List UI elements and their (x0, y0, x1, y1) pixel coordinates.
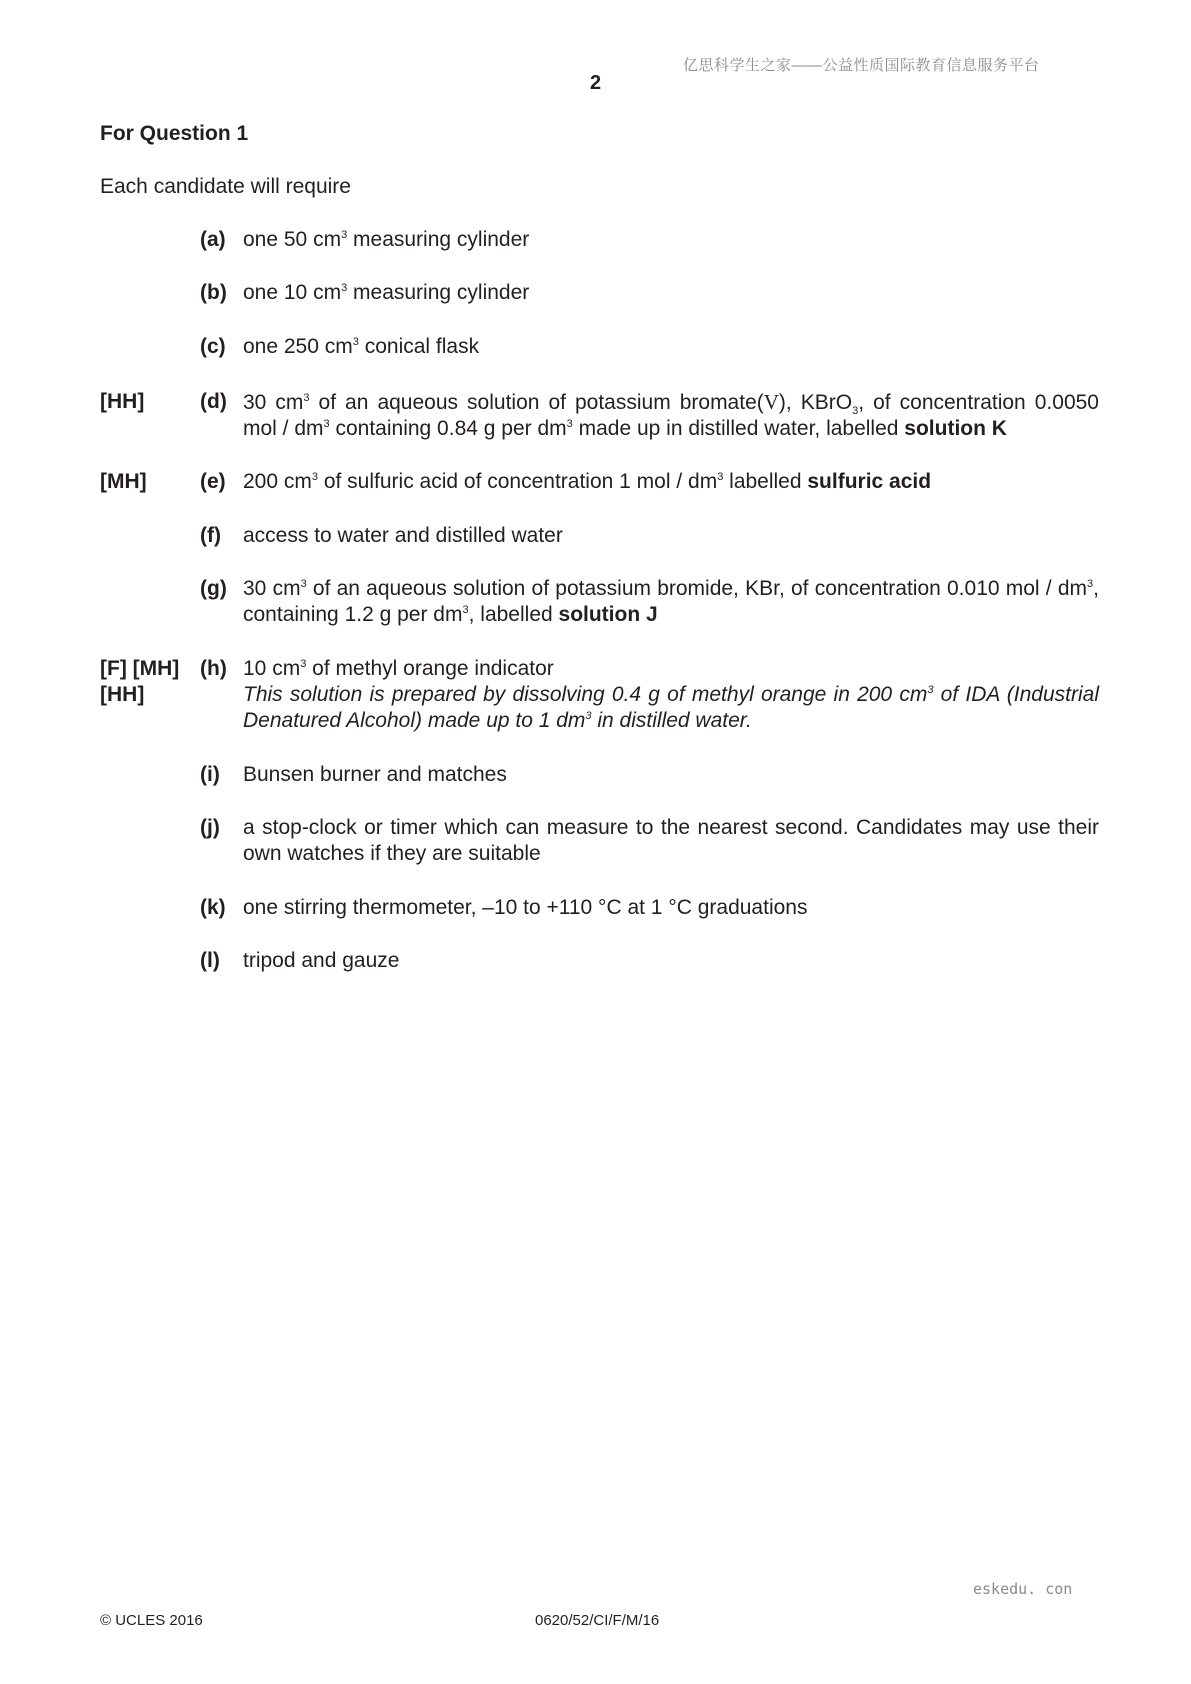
item-body: tripod and gauze (243, 949, 400, 972)
item-body: access to water and distilled water (243, 524, 563, 547)
item-tag: [HH] (100, 390, 145, 413)
item-letter: (i) (200, 763, 220, 786)
item-letter: (g) (200, 577, 227, 600)
item-body: one stirring thermometer, –10 to +110 °C at 1 °C graduations (243, 896, 808, 919)
item-body: 30 $cm^3$ of an aqueous solution of potassium bromate(V), KBrO$_3$, of concentration 0.0050 mol / $dm^3$ containing 0.84 g per $dm^3$ made up in distilled water, labelled solution K (243, 390, 1099, 440)
section-heading: For Question 1 (100, 122, 249, 145)
item-letter: (j) (200, 816, 220, 839)
item-body: one 250 $cm^3$ conical flask (243, 335, 480, 358)
item-body: one 50 $cm^3$ measuring cylinder (243, 228, 530, 251)
item-letter: (e) (200, 470, 226, 493)
item-body: a stop-clock or timer which can measure to the nearest second. Candidates may use their own watches if they are suitable (243, 816, 1099, 865)
item-letter: (c) (200, 335, 226, 358)
item-letter: (h) (200, 657, 227, 680)
item-letter: (a) (200, 228, 226, 251)
item-body: 10 $cm^3$ of methyl orange indicator This solution is prepared by dissolving 0.4 g of methyl orange in 200 $cm^3$ of IDA (Industrial Denatured Alcohol) made up to 1 $dm^3$ in distilled water. (243, 657, 1099, 732)
copyright: © UCLES 2016 (100, 1612, 203, 1629)
watermark-footer: eskedu. con (973, 1580, 1073, 1598)
item-letter: (f) (200, 524, 221, 547)
intro-text: Each candidate will require (100, 175, 351, 198)
item-letter: (b) (200, 281, 227, 304)
item-letter: (k) (200, 896, 226, 919)
item-tag: [MH] (100, 470, 147, 493)
item-letter: (l) (200, 949, 220, 972)
item-body: one 10 $cm^3$ measuring cylinder (243, 281, 530, 304)
document-code: 0620/52/CI/F/M/16 (535, 1612, 660, 1629)
item-body: Bunsen burner and matches (243, 763, 507, 786)
item-body: 200 $cm^3$ of sulfuric acid of concentration 1 mol / $dm^3$ labelled sulfuric acid (243, 470, 932, 493)
watermark-header: 亿思科学生之家——公益性质国际教育信息服务平台 (683, 57, 1040, 74)
page-number: 2 (589, 72, 602, 94)
item-tag: [F] [MH] [HH] (100, 657, 180, 706)
item-body: 30 $cm^3$ of an aqueous solution of potassium bromide, KBr, of concentration 0.010 mol / $dm^3$, containing 1.2 g per $dm^3$, labelled solution J (243, 577, 1099, 626)
item-letter: (d) (200, 390, 227, 413)
